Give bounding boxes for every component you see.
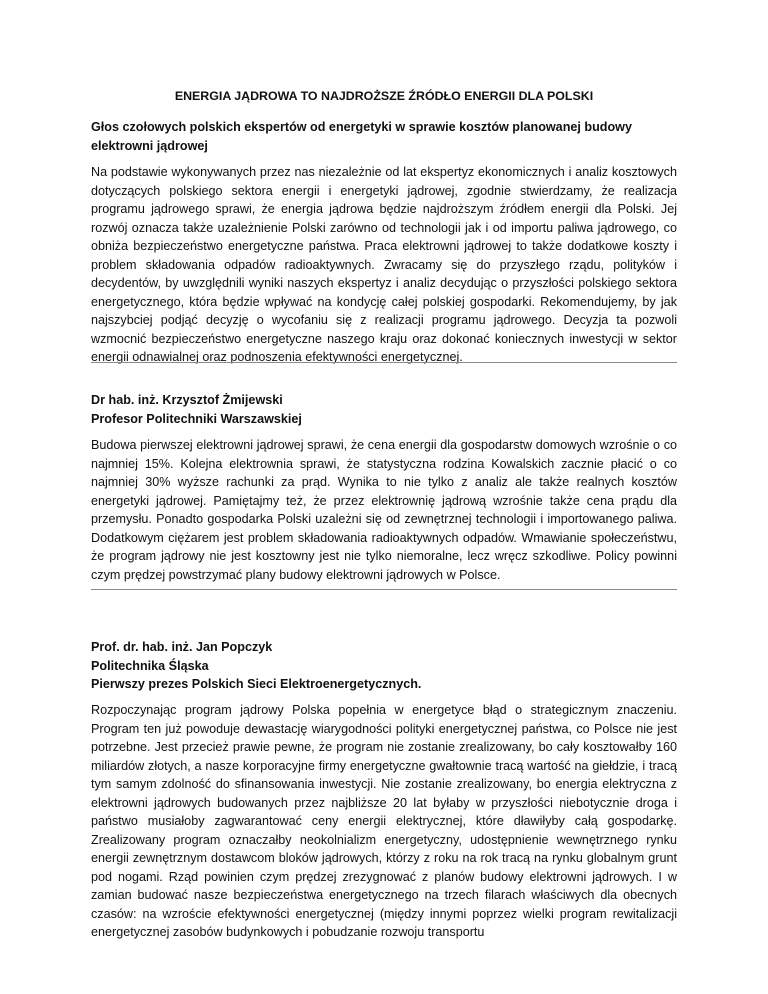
expert-2-role: Pierwszy prezes Polskich Sieci Elektroenergetycznych.: [91, 677, 422, 691]
document-subtitle: [91, 118, 677, 155]
divider-1: [91, 362, 677, 363]
subtitle-text: Głos czołowych polskich ekspertów od energetyki w sprawie kosztów planowanej budowy elektrowni jądrowej: [91, 120, 632, 153]
expert-1-affiliation: Profesor Politechniki Warszawskiej: [91, 412, 302, 426]
divider-2: [91, 589, 677, 590]
expert-2-name: Prof. dr. hab. inż. Jan Popczyk: [91, 640, 273, 654]
expert-2-statement: Rozpoczynając program jądrowy Polska popełnia w energetyce błąd o strategicznym znaczeniu. Program ten już powoduje dewastację wiarygodności polityki energetycznej państwa, co Polsce nie jest potrzebne. Jest przecież prawie pewne, że program nie zostanie zrealizowany, bo cały kosztowałby 160 miliardów złotych, a nasze korporacyjne firmy energetyczne gwałtownie tracą wartość na giełdzie, i tracą tym samym zdolność do sfinansowania inwestycji. Nie zostanie zrealizowany, bo energia elektryczna z elektrowni jądrowych budowanych przez najbliższe 20 lat byłaby w przyszłości niebotycznie droga i państwo musiałoby zagwarantować ceny energii elektrycznej, które dławiłyby całą gospodarkę. Zrealizowany program oznaczałby neokolnializm energetyczny, udostępnienie wewnętrznego rynku energii zewnętrznym dostawcom bloków jądrowych, którzy z roku na rok tracą na rynku globalnym grunt pod nogami. Rząd powinien czym prędzej zrezygnować z planów budowy elektrowni jądrowych. I w zamian budować nasze bezpieczeństwa energetycznego na trzech filarach właściwych dla obecnych czasów: na wzroście efektywności energetycznej (między innymi poprzez wielki program rewitalizacji energetycznej zasobów budynkowych i pobudzanie rozwoju transportu: [91, 703, 677, 939]
intro-paragraph: Na podstawie wykonywanych przez nas niezależnie od lat ekspertyz ekonomicznych i analiz kosztowych dotyczących polskiego sektora energii i energetyki jądrowej, zgodnie stwierdzamy, że realizacja programu jądrowego sprawi, że energia jądrowa będzie najdroższym źródłem energii dla Polski. Jej rozwój oznacza także uzależnienie Polski zarówno od technologii jak i od importu paliwa jądrowego, co obniża bezpieczeństwo energetyczne państwa. Praca elektrowni jądrowej to także dodatkowe koszty i problem składowania odpadów radioaktywnych. Zwracamy się do przyszłego rządu, polityków i decydentów, by uwzględnili wyniki naszych ekspertyz i analiz decydując o przyszłości polskiego sektora energetycznego, która będzie wpływać na kondycję całej polskiej gospodarki. Rekomendujemy, by jak najszybciej podjąć decyzję o wycofaniu się z realizacji programu jądrowego. Decyzja ta pozwoli wzmocnić bezpieczeństwo energetyczne naszego kraju oraz dokonać koniecznych inwestycji w sektor energii odnawialnej oraz podnoszenia efektywności energetycznej.: [91, 165, 677, 364]
document-title: ENERGIA JĄDROWA TO NAJDROŻSZE ŹRÓDŁO ENERGII DLA POLSKI: [174, 89, 594, 103]
expert-1-name: Dr hab. inż. Krzysztof Żmijewski: [91, 393, 283, 407]
expert-1-statement: Budowa pierwszej elektrowni jądrowej sprawi, że cena energii dla gospodarstw domowych wzrośnie o co najmniej 15%. Kolejna elektrownia sprawi, że statystyczna rodzina Kowalskich zacznie płacić o co najmniej 30% wyższe rachunki za prąd. Wynika to nie tylko z analiz ale także realnych kosztów energetyki jądrowej. Pamiętajmy też, że przez elektrownię jądrową wzrośnie także cena prądu dla przemysłu. Ponadto gospodarka Polski uzależni się od zewnętrznej technologii i importowanego paliwa. Dodatkowym ciężarem jest problem składowania radioaktywnych odpadów. Wmawianie społeczeństwu, że program jądrowy nie jest kosztowny jest nie tylko niemoralne, lecz wręcz szkodliwe. Policy powinni czym prędzej powstrzymać plany budowy elektrowni jądrowych w Polsce.: [91, 438, 677, 582]
expert-2-affiliation: Politechnika Śląska: [91, 659, 209, 673]
